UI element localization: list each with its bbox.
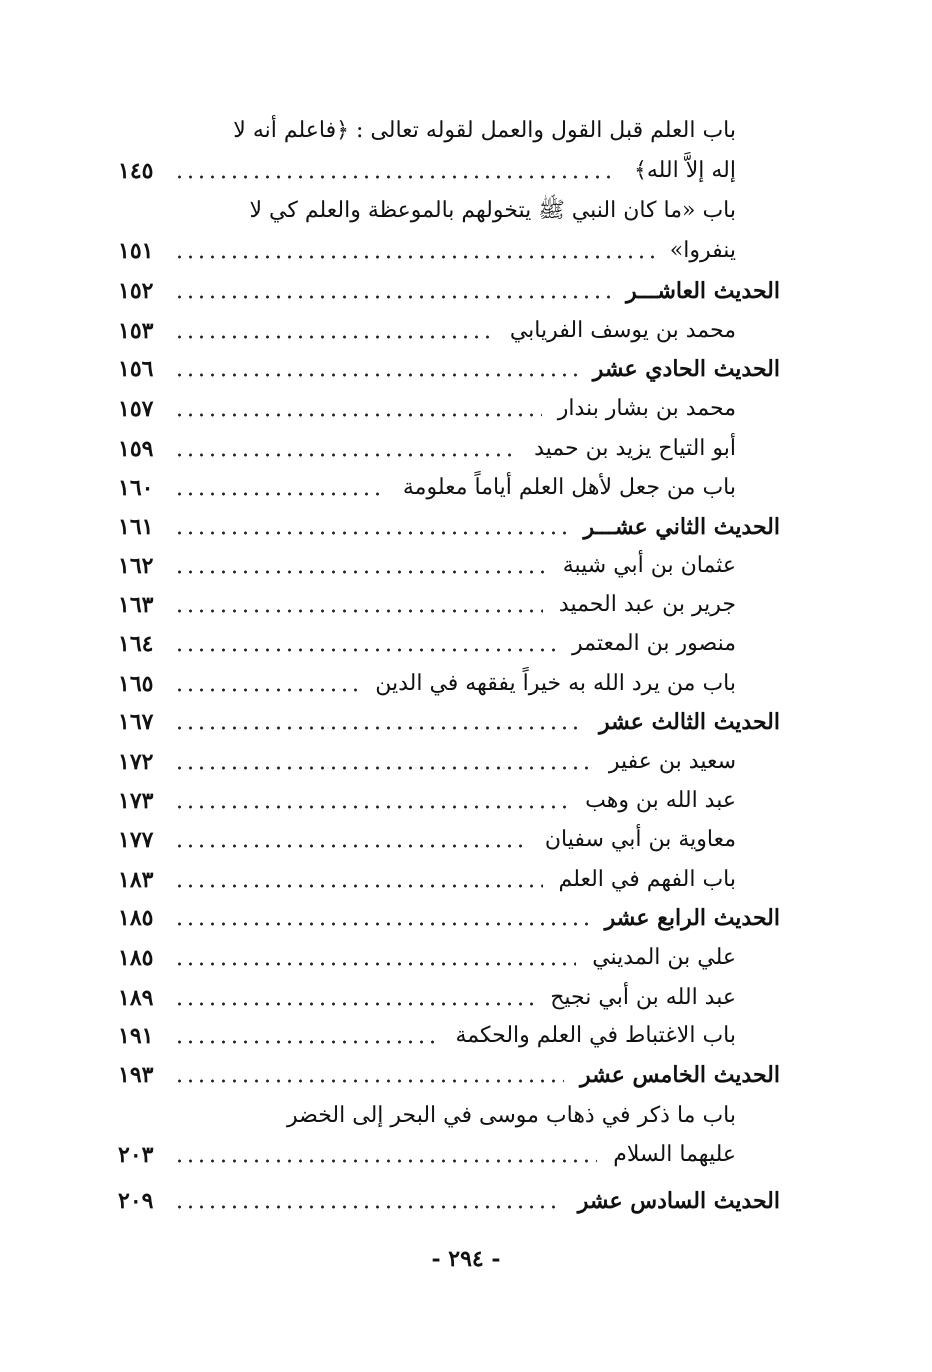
toc-heading-row bbox=[118, 1183, 780, 1219]
toc-title: عبد الله بن أبي نجيح bbox=[550, 985, 736, 1010]
toc-title: معاوية بن أبي سفيان bbox=[544, 827, 736, 852]
toc-heading-row bbox=[118, 704, 780, 740]
toc-entry-row bbox=[118, 783, 780, 819]
toc-page-number: ١٨٣ bbox=[118, 867, 154, 893]
toc-page-number: ١٤٥ bbox=[118, 158, 154, 184]
dot-leader bbox=[174, 1040, 439, 1044]
toc-title: الحديث الثالث عشر bbox=[599, 709, 780, 735]
toc-entry-row bbox=[118, 391, 780, 427]
dot-leader bbox=[174, 175, 618, 179]
toc-title: سعيد بن عفير bbox=[608, 749, 736, 774]
toc-title: الحديث العاشـــر bbox=[626, 278, 780, 304]
toc-page-number: ١٥٢ bbox=[118, 278, 154, 304]
toc-entry-row bbox=[118, 1098, 780, 1134]
dot-leader bbox=[174, 844, 529, 848]
toc-title: الحديث الرابع عشر bbox=[604, 905, 780, 931]
toc-page-number: ١٦٧ bbox=[118, 709, 154, 735]
toc-entry-row bbox=[118, 431, 780, 467]
toc-page-number: ١٥٦ bbox=[118, 356, 154, 382]
dot-leader bbox=[174, 726, 583, 730]
dot-leader bbox=[174, 648, 556, 652]
toc-title: الحديث الخامس عشر bbox=[579, 1062, 780, 1088]
dot-leader bbox=[174, 373, 577, 377]
toc-entry-row bbox=[118, 313, 780, 349]
toc-page-number: ١٩٣ bbox=[118, 1062, 154, 1088]
toc-page-number: ١٦٠ bbox=[118, 475, 154, 501]
dot-leader bbox=[174, 255, 654, 259]
toc-title: باب ما ذكر في ذهاب موسى في البحر إلى الخضر bbox=[287, 1103, 736, 1128]
dot-leader bbox=[174, 531, 568, 535]
toc-title: عبد الله بن وهب bbox=[585, 788, 736, 813]
dot-leader bbox=[174, 766, 593, 770]
toc-entry-row bbox=[118, 862, 780, 898]
toc-entry-row bbox=[118, 153, 780, 189]
toc-title: باب الفهم في العلم bbox=[558, 867, 736, 892]
toc-page-number: ١٦٢ bbox=[118, 553, 154, 579]
toc-title: باب الاغتباط في العلم والحكمة bbox=[455, 1023, 736, 1048]
toc-entry-row bbox=[118, 980, 780, 1016]
toc-heading-row bbox=[118, 900, 780, 936]
toc-heading-row bbox=[118, 509, 780, 545]
toc-title: محمد بن بشار بندار bbox=[557, 396, 736, 421]
toc-page-number: ١٥٧ bbox=[118, 396, 154, 422]
toc-title: الحديث الثاني عشـــر bbox=[583, 514, 780, 540]
toc-page-number: ١٧٣ bbox=[118, 788, 154, 814]
toc-title: عليهما السلام bbox=[613, 1142, 736, 1167]
toc-entry-row bbox=[118, 113, 780, 149]
toc-entry-row bbox=[118, 587, 780, 623]
dot-leader bbox=[174, 335, 494, 339]
toc-entry-row bbox=[118, 626, 780, 662]
dot-leader bbox=[174, 295, 610, 299]
dot-leader bbox=[174, 922, 589, 926]
toc-entry-row bbox=[118, 666, 780, 702]
dot-leader bbox=[174, 453, 518, 457]
dot-leader bbox=[174, 570, 547, 574]
toc-entry-row bbox=[118, 193, 780, 229]
toc-title: محمد بن يوسف الفريابي bbox=[509, 318, 736, 343]
toc-title: باب العلم قبل القول والعمل لقوله تعالى : ﴿فاعلم أنه لا bbox=[233, 118, 736, 143]
toc-title: منصور بن المعتمر bbox=[572, 631, 736, 656]
dot-leader bbox=[174, 1002, 534, 1006]
dot-leader bbox=[174, 962, 576, 966]
toc-entry-row bbox=[118, 822, 780, 858]
toc-title: باب «ما كان النبي ﷺ يتخولهم بالموعظة والعلم كي لا bbox=[249, 198, 736, 223]
toc-title: أبو التياح يزيد بن حميد bbox=[534, 436, 736, 461]
toc-entry-row bbox=[118, 548, 780, 584]
dot-leader bbox=[174, 413, 542, 417]
toc-page-number: ٢٠٩ bbox=[118, 1188, 154, 1214]
toc-title: الحديث الحادي عشر bbox=[592, 356, 780, 382]
toc-page-number: ١٧٢ bbox=[118, 749, 154, 775]
toc-title: الحديث السادس عشر bbox=[577, 1188, 780, 1214]
toc-title: باب من جعل لأهل العلم أياماً معلومة bbox=[402, 475, 736, 500]
toc-page-number: ١٦٥ bbox=[118, 671, 154, 697]
toc-entry-row bbox=[118, 233, 780, 269]
toc-page-number: ١٦٣ bbox=[118, 592, 154, 618]
toc-entry-row bbox=[118, 470, 780, 506]
toc-title: جرير بن عبد الحميد bbox=[558, 592, 736, 617]
dot-leader bbox=[174, 688, 359, 692]
dot-leader bbox=[174, 1079, 564, 1083]
dot-leader bbox=[174, 1205, 562, 1209]
dot-leader bbox=[174, 492, 387, 496]
toc-page-number: ١٨٥ bbox=[118, 945, 154, 971]
toc-heading-row bbox=[118, 1057, 780, 1093]
toc-page-number: ٢٠٣ bbox=[118, 1142, 154, 1168]
toc-entry-row bbox=[118, 940, 780, 976]
dot-leader bbox=[174, 884, 543, 888]
toc-page-number: ١٥١ bbox=[118, 238, 154, 264]
toc-title: علي بن المديني bbox=[592, 945, 736, 970]
toc-title: إله إلاَّ الله﴾ bbox=[633, 158, 736, 183]
page-number: - ٢٩٤ - bbox=[431, 1246, 501, 1272]
toc-entry-row bbox=[118, 744, 780, 780]
toc-title: ينفروا» bbox=[669, 238, 736, 263]
toc-page-number: ١٨٩ bbox=[118, 985, 154, 1011]
toc-entry-row bbox=[118, 1137, 780, 1173]
toc-heading-row bbox=[118, 351, 780, 387]
toc-title: عثمان بن أبي شيبة bbox=[562, 553, 736, 578]
toc-page-number: ١٨٥ bbox=[118, 905, 154, 931]
toc-page-number: ١٧٧ bbox=[118, 827, 154, 853]
toc-page-number: ١٩١ bbox=[118, 1023, 154, 1049]
toc-page-number: ١٥٩ bbox=[118, 436, 154, 462]
toc-page-number: ١٥٣ bbox=[118, 318, 154, 344]
toc-title: باب من يرد الله به خيراً يفقهه في الدين bbox=[375, 671, 736, 696]
toc-heading-row bbox=[118, 273, 780, 309]
toc-page-number: ١٦١ bbox=[118, 514, 154, 540]
toc-entry-row bbox=[118, 1018, 780, 1054]
dot-leader bbox=[174, 1159, 597, 1163]
dot-leader bbox=[174, 609, 543, 613]
dot-leader bbox=[174, 805, 569, 809]
toc-page-number: ١٦٤ bbox=[118, 631, 154, 657]
